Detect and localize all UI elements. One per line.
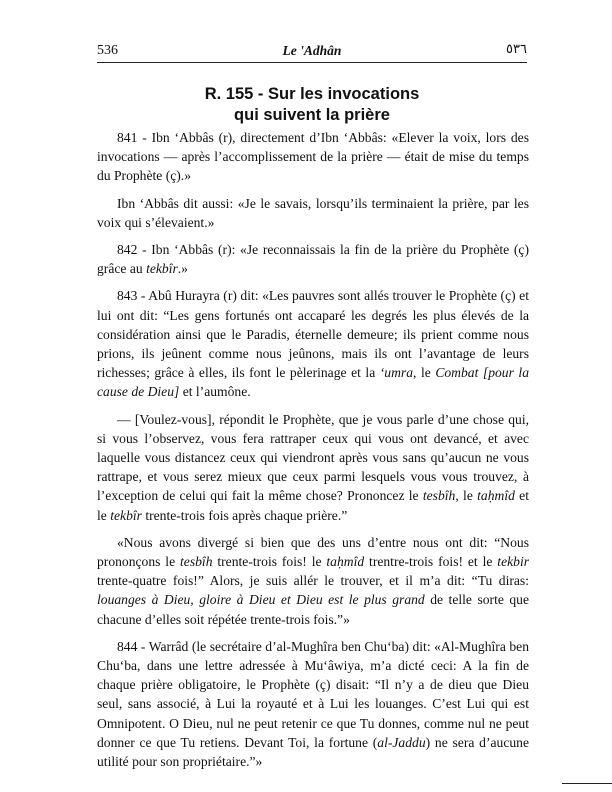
paragraph-841: 841 - Ibn ‘Abbâs (r), directement d’Ibn ‘Abbâs: «Elever la voix, lors des invocations — après l’accomplissement de la prière — était de mise du temps du Prophète (ç).» xyxy=(97,130,529,184)
paragraph-843: 843 - Abû Hurayra (r) dit: «Les pauvres sont allés trouver le Prophète (ç) et lui ont dit: “Les gens fortunés ont accaparé les degrés les plus élevés de la considération ainsi que le Paradis, éternelle demeure; ils prient comme nous prions, ils jeûnent comme nous jeûnons, mais ils ont l’avantage de leurs richesses; grâce à elles, ils font le pèlerinage et la ‘umra, le Combat [pour la cause de Dieu] et l’aumône. xyxy=(97,288,529,400)
header-rule xyxy=(97,62,527,63)
body-text xyxy=(97,128,529,779)
section-heading xyxy=(97,84,527,126)
paragraph-843-reply: — [Voulez-vous], répondit le Prophète, que je vous parle d’une chose qui, si vous l’observez, vous fera rattraper ceux qui vous ont devancé, et avec laquelle vous distancez ceux qui viendront après vous sans qu’aucun ne vous rattrape, et vous serez mieux que ceux parmi lesquels vous vous trouvez, à l’exception de celui qui fait la même chose? Prononcez le tesbîh, le taḥmîd et le tekbîr trente-trois fois après chaque prière.” xyxy=(97,411,529,523)
paragraph-841-cont: Ibn ‘Abbâs dit aussi: «Je le savais, lorsqu’ils terminaient la prière, par les voix qui s’élevaient.» xyxy=(97,195,529,230)
page-number: 536 xyxy=(97,43,118,58)
paragraph-842: 842 - Ibn ‘Abbâs (r): «Je reconnaissais la fin de la prière du Prophète (ç) grâce au tekbîr.» xyxy=(97,242,529,277)
paragraph-844: 844 - Warrâd (le secrétaire d’al-Mughîra ben Chu‘ba) dit: «Al-Mughîra ben Chu‘ba, dans une lettre adressée à Mu‘âwiya, m’a dicté ceci: A la fin de chaque prière obligatoire, le Prophète (ç) disait: “Il n’y a de dieu que Dieu seul, sans associé, à Lui la royauté et à Lui les louanges. C’est Lui qui est Omnipotent. O Dieu, nul ne peut retenir ce que Tu donnes, comme nul ne peut donner ce que Tu retiens. Devant Toi, la fortune (al-Jaddu) ne sera d’aucune utilité pour son propriétaire.”» xyxy=(97,638,529,770)
heading-line-1: R. 155 - Sur les invocations xyxy=(204,85,420,103)
paragraph-843-divergence: «Nous avons divergé si bien que des uns d’entre nous ont dit: “Nous prononçons le tesbîh trente-trois fois! le taḥmîd trentre-trois fois! et le tekbir trente-quatre fois!” Alors, je suis allér le trouver, et il m’a dit: “Tu diras: louanges à Dieu, gloire à Dieu et Dieu est le plus grand de telle sorte que chacune d’elles soit répétée trente-trois fois.”» xyxy=(97,534,530,627)
running-title: Le 'Adhân xyxy=(282,43,342,58)
heading-line-2: qui suivent la prière xyxy=(234,106,390,124)
footer-rule xyxy=(562,783,612,784)
page-number-arabic: ٥٣٦ xyxy=(506,42,527,57)
page-header xyxy=(97,40,527,60)
